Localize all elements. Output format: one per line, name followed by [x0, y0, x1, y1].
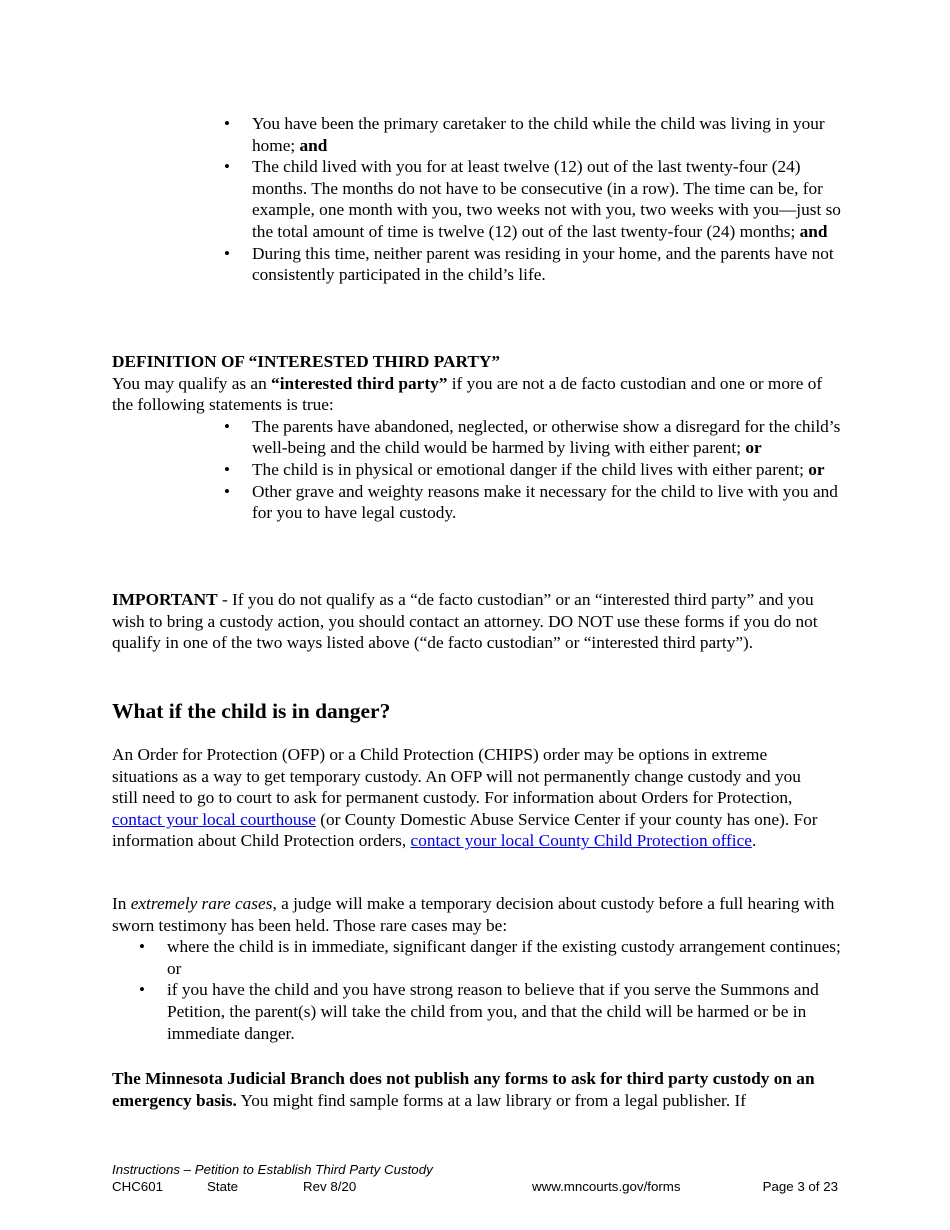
footer-revision: Rev 8/20: [303, 1179, 357, 1194]
danger-paragraph-1: An Order for Protection (OFP) or a Child Protection (CHIPS) order may be options in extreme situations as a way to get temporary custody. An OFP will not permanently change custody and you still need to go to court to ask for permanent custody. For information about Orders for Protection, contact your local courthouse (or County Domestic Abuse Service Center if your county has one). For information about Child Protection orders, contact your local County Child Protection office.: [112, 745, 818, 851]
footer-page-number: Page 3 of 23: [762, 1179, 838, 1194]
danger-paragraph-2: In extremely rare cases, a judge will make a temporary decision about custody before a full hearing with sworn testimony has been held. Those rare cases may be: • where the child is in immediate, significant danger if the existing custody arrangement continues; or • if you have the child and you have strong reason to believe that if you serve the Summons and Petition, the parent(s) will take the child from you, and that the child will be harmed or be in immediate danger.: [112, 893, 844, 1044]
page-footer: [112, 1161, 842, 1195]
list-item: • where the child is in immediate, significant danger if the existing custody arrangement continues; or: [167, 936, 844, 979]
rare-cases-list: [167, 936, 844, 1044]
courthouse-link[interactable]: contact your local courthouse: [112, 809, 316, 829]
footer-jurisdiction: State: [207, 1179, 239, 1194]
list-item: • During this time, neither parent was residing in your home, and the parents have not consistently participated in the child’s life.: [252, 243, 844, 286]
child-protection-link[interactable]: contact your local County Child Protection office: [410, 831, 752, 851]
top-bullet-list: [252, 113, 844, 286]
footer-form-code: CHC601: [112, 1179, 163, 1194]
definition-intro: You may qualify as an “interested third party” if you are not a de facto custodian and one or more of the following statements is true:: [112, 373, 823, 415]
important-note: IMPORTANT - If you do not qualify as a “de facto custodian” or an “interested third party” and you wish to bring a custody action, you should contact an attorney. DO NOT use these forms if you do not qualify in one of the two ways listed above (“de facto custodian” or “interested third party”).: [112, 590, 818, 653]
list-item: • if you have the child and you have strong reason to believe that if you serve the Summons and Petition, the parent(s) will take the child from you, and that the child will be harmed or be in immediate danger.: [167, 979, 844, 1044]
footer-url: www.mncourts.gov/forms: [532, 1179, 681, 1194]
list-item: • You have been the primary caretaker to the child while the child was living in your home; and: [252, 113, 844, 156]
definition-bullet-list: [252, 416, 844, 524]
definition-section: [112, 351, 844, 524]
list-item: • The child is in physical or emotional danger if the child lives with either parent; or: [252, 459, 844, 481]
list-item: • The parents have abandoned, neglected, or otherwise show a disregard for the child’s well-being and the child would be harmed by living with either parent; or: [252, 416, 844, 459]
list-item: • Other grave and weighty reasons make it necessary for the child to live with you and for you to have legal custody.: [252, 481, 844, 524]
list-item: • The child lived with you for at least twelve (12) out of the last twenty-four (24) months. The months do not have to be consecutive (in a row). The time can be, for example, one month with you, two weeks not with you, two weeks with you—just so the total amount of time is twelve (12) out of the last twenty-four (24) months; and: [252, 156, 844, 242]
section-heading-danger: What if the child is in danger?: [112, 699, 391, 723]
definition-heading: DEFINITION OF “INTERESTED THIRD PARTY”: [112, 352, 500, 371]
danger-paragraph-3: The Minnesota Judicial Branch does not publish any forms to ask for third party custody on an emergency basis. You might find sample forms at a law library or from a legal publisher. If: [112, 1069, 815, 1110]
footer-title: Instructions – Petition to Establish Third Party Custody: [112, 1162, 433, 1177]
